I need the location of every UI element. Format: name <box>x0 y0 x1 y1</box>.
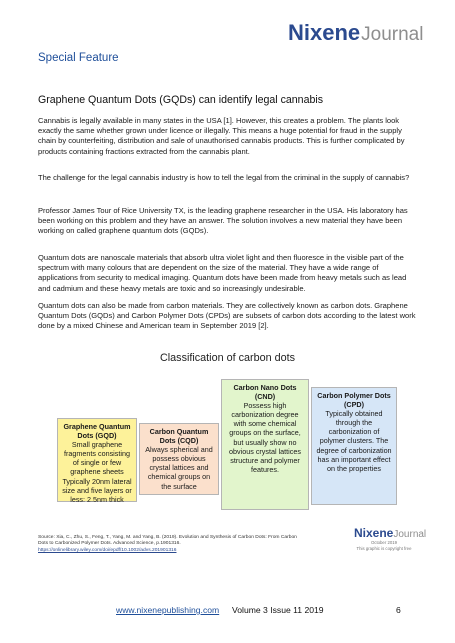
paragraph-1: Cannabis is legally available in many states in the USA [1]. However, this creates a problem. The plants look exactly the same whether grown under licence or illegally. This means a huge potential for fraud in the supply chain by counterfeiting, distribution and sale of unauthorised cannabis products. This is further complicated by products containing fractions extracted from the cannabis plant. <box>38 116 405 156</box>
source-citation <box>38 535 298 554</box>
box-title: Carbon Quantum Dots (CQD) <box>149 427 209 446</box>
box-text: Small graphene fragments consisting of single or few graphene sheets Typically 20nm lateral size and five layers or less: 2.5nm thick <box>62 440 132 504</box>
website-link[interactable]: www.nixenepublishing.com <box>116 605 220 615</box>
logo-nixene: Nixene <box>354 526 394 540</box>
logo-journal: Journal <box>361 24 424 45</box>
box-carbon-quantum-dots <box>139 423 219 495</box>
box-text: Always spherical and possess obvious crystal lattices and chemical groups on the surface <box>145 445 213 491</box>
journal-logo <box>288 20 423 46</box>
diagram-title: Classification of carbon dots <box>159 352 296 364</box>
logo-journal: Journal <box>393 529 427 540</box>
box-carbon-nano-dots <box>221 379 309 510</box>
logo-date: October 2019 <box>370 540 398 545</box>
logo-caption <box>354 540 414 551</box>
box-carbon-polymer-dots <box>311 387 397 505</box>
paragraph-3: Professor James Tour of Rice University TX, is the leading graphene researcher in the USA. His laboratory has been working on this problem and they have an answer. The solution involves a new material they have been working on called graphene quantum dots (GQDs). <box>38 206 408 236</box>
section-title: Special Feature <box>38 52 119 64</box>
paragraph-2: The challenge for the legal cannabis industry is how to tell the legal from the criminal in the supply of cannabis? <box>38 173 410 182</box>
paragraph-5: Quantum dots can also be made from carbon materials. They are collectively known as carbon dots. Graphene Quantum Dots (GQDs) and Carbon Polymer Dots (CPDs) are subsets of carbon dots according to the latest work done by a mixed Chinese and American team in September 2019 [2]. <box>38 301 416 331</box>
source-link[interactable]: https://onlinelibrary.wiley.com/doi/epdf/10.1002/advs.201901316 <box>38 547 177 553</box>
article-title: Graphene Quantum Dots (GQDs) can identify legal cannabis <box>38 94 323 106</box>
logo-copyright: This graphic is copyright free <box>356 545 412 551</box>
box-text: Typically obtained through the carbonization of polymer clusters. The degree of carbonization has an important effect on the properties <box>316 409 392 473</box>
issue-info: Volume 3 Issue 11 2019 <box>232 605 324 615</box>
box-graphene-quantum-dots <box>57 418 137 502</box>
page-number: 6 <box>396 605 401 615</box>
logo-nixene: Nixene <box>288 20 361 45</box>
box-title: Carbon Polymer Dots (CPD) <box>317 391 391 410</box>
box-title: Carbon Nano Dots (CND) <box>233 383 297 402</box>
paragraph-4: Quantum dots are nanoscale materials that absorb ultra violet light and then fluoresce in the visible part of the spectrum with many colours that are dependent on the size of the material. They have a wide range of applications from security to medical imaging. Quantum dots have been made from heavy metals such as lead and cadmium and these heavy metals are toxic and so increasingly undesirable. <box>38 253 407 293</box>
source-text: Source: Xia, C., Zhu, S., Feng, T., Yang, M. and Yang, B. (2019). Evolution and Synthesis of Carbon Dots: From Carbon Dots to Carbonized Polymer Dots. Advanced Science, p.1901316. <box>38 535 297 547</box>
box-title: Graphene Quantum Dots (GQD) <box>63 422 131 441</box>
box-text: Possess high carbonization degree with some chemical groups on the surface, but usually show no obvious crystal lattices structure and polymer features. <box>229 401 301 474</box>
